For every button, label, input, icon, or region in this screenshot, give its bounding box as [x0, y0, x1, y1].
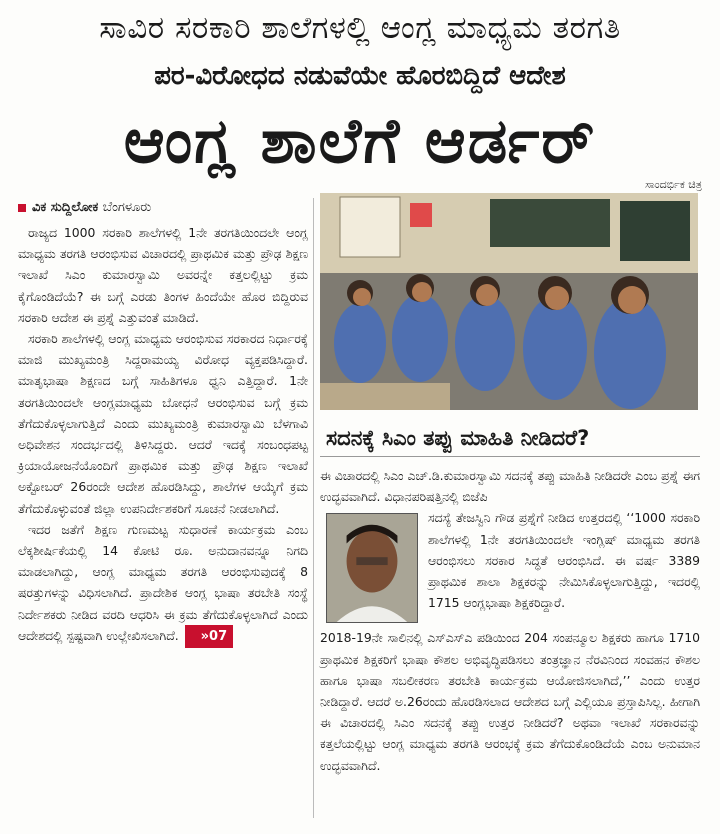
- headline: ಆಂಗ್ಲ ಶಾಲೆಗೆ ಆರ್ಡರ್: [123, 104, 597, 177]
- byline-marker: [18, 204, 26, 212]
- left-column: [18, 198, 308, 648]
- article-paragraph-2: ಸರಕಾರಿ ಶಾಲೆಗಳಲ್ಲಿ ಆಂಗ್ಲ ಮಾಧ್ಯಮ ಆರಂಭಿಸುವ ಸರಕಾರದ ನಿರ್ಧಾರಕ್ಕೆ ಮಾಜಿ ಮುಖ್ಯಮಂತ್ರಿ ಸಿದ್ದರಾಮಯ್ಯ ವಿರೋಧ ವ್ಯಕ್ತಪಡಿಸಿದ್ದಾರೆ. ಮಾತೃಭಾಷಾ ಶಿಕ್ಷಣದ ಬಗ್ಗೆ ಸಾಹಿತಿಗಳೂ ಧ್ವನಿ ಎತ್ತಿದ್ದಾರೆ. 1ನೇ ತರಗತಿಯಿಂದಲೇ ಆಂಗ್ಲಮಾಧ್ಯಮ ಬೋಧನೆ ಆರಂಭಿಸುವ ಬಗ್ಗೆ ಕ್ರಮ ತೆಗೆದುಕೊಳ್ಳಲಾಗುತ್ತಿದೆ ಎಂದು ಮುಖ್ಯಮಂತ್ರಿ ಕುಮಾರಸ್ವಾಮಿ ಬೆಳಗಾವಿ ಅಧಿವೇಶನ ಸಂದರ್ಭದಲ್ಲಿ ತಿಳಿಸಿದ್ದರು. ಆದರೆ ಇದಕ್ಕೆ ಸಂಬಂಧಪಟ್ಟ ಕ್ರಿಯಾಯೋಜನೆಯೊಂದಿಗೆ ಪ್ರಾಥಮಿಕ ಮತ್ತು ಪ್ರೌಢ ಶಿಕ್ಷಣ ಇಲಾಖೆ ಅಕ್ಟೋಬರ್ 26ರಂದೇ ಆದೇಶ ಹೊರಡಿಸಿದ್ದು, ಶಾಲೆಗಳ ಆಯ್ಕೆಗೆ ಕ್ರಮ ತೆಗೆದುಕೊಳ್ಳುವಂತೆ ಜಿಲ್ಲಾ ಉಪನಿರ್ದೇಶಕರಿಗೆ ಸೂಚನೆ ನೀಡಲಾಗಿದೆ.: [18, 331, 308, 516]
- sidebar-intro: ಈ ವಿಚಾರದಲ್ಲಿ ಸಿಎಂ ಎಚ್.ಡಿ.ಕುಮಾರಸ್ವಾಮಿ ಸದನಕ್ಕೆ ತಪ್ಪು ಮಾಹಿತಿ ನೀಡಿದರೇ ಎಂಬ ಪ್ರಶ್ನೆ ಈಗ ಉದ್ಭವವಾಗಿದೆ. ವಿಧಾನಪರಿಷತ್ತಿನಲ್ಲಿ ಬಿಜೆಪಿ: [320, 468, 700, 505]
- article-paragraph-1: ರಾಜ್ಯದ 1000 ಸರಕಾರಿ ಶಾಲೆಗಳಲ್ಲಿ 1ನೇ ತರಗತಿಯಿಂದಲೇ ಆಂಗ್ಲ ಮಾಧ್ಯಮ ತರಗತಿ ಆರಂಭಿಸುವ ವಿಚಾರದಲ್ಲಿ ಪ್ರಾಥಮಿಕ ಮತ್ತು ಪ್ರೌಢ ಶಿಕ್ಷಣ ಇಲಾಖೆ ಸಿಎಂ ಕುಮಾರಸ್ವಾಮಿ ಅವರನ್ನೇ ಕತ್ತಲಲ್ಲಿಟ್ಟು ಕ್ರಮ ಕೈಗೊಂಡಿದೆಯೆ? ಈ ಬಗ್ಗೆ ಎರಡು ತಿಂಗಳ ಹಿಂದೆಯೇ ಹೊರ ಬಿದ್ದಿರುವ ಸರಕಾರಿ ಆದೇಶ ಈ ಪ್ರಶ್ನೆ ಎತ್ತುವಂತೆ ಮಾಡಿದೆ.: [18, 225, 308, 325]
- right-column: [320, 420, 700, 776]
- sidebar-subhead: ಸದನಕ್ಕೆ ಸಿಎಂ ತಪ್ಪು ಮಾಹಿತಿ ನೀಡಿದರೆ?: [320, 420, 700, 457]
- classroom-photo-illustration: [320, 193, 698, 410]
- sidebar-rest-text: 2018-19ನೇ ಸಾಲಿನಲ್ಲಿ ಎಸ್ಎಸ್ಎ ಪಡಿಯಿಂದ 204 ಸಂಪನ್ಮೂಲ ಶಿಕ್ಷಕರು ಹಾಗೂ 1710 ಪ್ರಾಥಮಿಕ ಶಿಕ್ಷಕರಿಗೆ ಭಾಷಾ ಕೌಶಲ ಅಭಿವೃದ್ಧಿಪಡಿಸಲು ತಂತ್ರಜ್ಞಾನ ನೆರವಿನಿಂದ ಸಂವಹನ ಕೌಶಲ ಹಾಗೂ ಭಾಷಾ ಸಬಲೀಕರಣ ತರಬೇತಿ ಕಾರ್ಯಕ್ರಮ ಆಯೋಜಿಸಲಾಗಿದೆ,’’ ಎಂದು ಉತ್ತರ ನೀಡಿದ್ದಾರೆ. ಆದರೆ ಅ.26ರಂದು ಹೊರಡಿಸಲಾದ ಆದೇಶದ ಬಗ್ಗೆ ಎಲ್ಲಿಯೂ ಪ್ರಸ್ತಾಪಿಸಿಲ್ಲ. ಹೀಗಾಗಿ ಈ ವಿಚಾರದಲ್ಲಿ ಸಿಎಂ ಸದನಕ್ಕೆ ತಪ್ಪು ಉತ್ತರ ನೀಡಿದರೆ? ಅಥವಾ ಇಲಾಖೆ ಸರಕಾರವನ್ನು ಕತ್ತಲೆಯಲ್ಲಿಟ್ಟು ಆಂಗ್ಲ ಮಾಧ್ಯಮ ತರಗತಿ ಆರಂಭಕ್ಕೆ ಕ್ರಮ ತೆಗೆದುಕೊಂಡಿದೆಯೆ ಎಂಬ ಅನುಮಾನ ಉದ್ಭವವಾಗಿದೆ.: [320, 630, 700, 773]
- cm-portrait-illustration: [327, 514, 417, 622]
- byline: [18, 198, 308, 218]
- sidebar-wrap-text: ಸದಸ್ಯೆ ತೇಜಸ್ವಿನಿ ಗೌಡ ಪ್ರಶ್ನೆಗೆ ನೀಡಿದ ಉತ್ತರದಲ್ಲಿ ‘‘1000 ಸರಕಾರಿ ಶಾಲೆಗಳಲ್ಲಿ 1ನೇ ತರಗತಿಯಿಂದಲೇ ಇಂಗ್ಲಿಷ್ ಮಾಧ್ಯಮ ತರಗತಿ ಆರಂಭಿಸಲು ಸರಕಾರ ಸಿದ್ಧತೆ ಆರಂಭಿಸಿದೆ. ಈ ವರ್ಷ 3389 ಪ್ರಾಥಮಿಕ ಶಾಲಾ ಶಿಕ್ಷಕರನ್ನು ನೇಮಿಸಿಕೊಳ್ಳಲಾಗುತ್ತಿದ್ದು, ಇದರಲ್ಲಿ 1715 ಆಂಗ್ಲಭಾಷಾ ಶಿಕ್ಷಕರಿದ್ದಾರೆ.: [428, 510, 700, 611]
- classroom-photo: [320, 193, 698, 410]
- byline-source: ವಿಕ ಸುದ್ದಿಲೋಕ: [32, 200, 99, 215]
- article-paragraph-3: [18, 519, 308, 648]
- article-paragraph-3-text: ಇದರ ಜತೆಗೆ ಶಿಕ್ಷಣ ಗುಣಮಟ್ಟ ಸುಧಾರಣೆ ಕಾರ್ಯಕ್ರಮ ಎಂಬ ಲೆಕ್ಕಶೀರ್ಷಿಕೆಯಲ್ಲಿ 14 ಕೋಟಿ ರೂ. ಅನುದಾನವನ್ನೂ ನಿಗದಿ ಮಾಡಲಾಗಿದ್ದು, ಆಂಗ್ಲ ಮಾಧ್ಯಮ ತರಗತಿ ಆರಂಭಿಸುವುದಕ್ಕೆ 8 ಷರತ್ತುಗಳನ್ನು ವಿಧಿಸಲಾಗಿದೆ. ಪ್ರಾದೇಶಿಕ ಆಂಗ್ಲ ಭಾಷಾ ತರಬೇತಿ ಸಂಸ್ಥೆ ನಿರ್ದೇಶಕರು ನೀಡಿದ ವರದಿ ಆಧರಿಸಿ ಈ ಕ್ರಮ ತೆಗೆದುಕೊಳ್ಳಲಾಗಿದೆ ಎಂದು ಆದೇಶದಲ್ಲಿ ಸ್ಪಷ್ಟವಾಗಿ ಉಲ್ಲೇಖಿಸಲಾಗಿದೆ.: [18, 521, 308, 643]
- kicker: ಸಾವಿರ ಸರಕಾರಿ ಶಾಲೆಗಳಲ್ಲಿ ಆಂಗ್ಲ ಮಾಧ್ಯಮ ತರಗತಿ: [99, 10, 621, 46]
- cm-portrait: [326, 513, 418, 623]
- deck: ಪರ-ವಿರೋಧದ ನಡುವೆಯೇ ಹೊರಬಿದ್ದಿದೆ ಆದೇಶ: [154, 61, 566, 91]
- photo-credit: ಸಾಂದರ್ಭಿಕ ಚಿತ್ರ: [645, 178, 702, 191]
- byline-city: ಬೆಂಗಳೂರು: [102, 200, 152, 215]
- column-divider: [313, 198, 314, 818]
- jump-link[interactable]: »07: [185, 625, 234, 648]
